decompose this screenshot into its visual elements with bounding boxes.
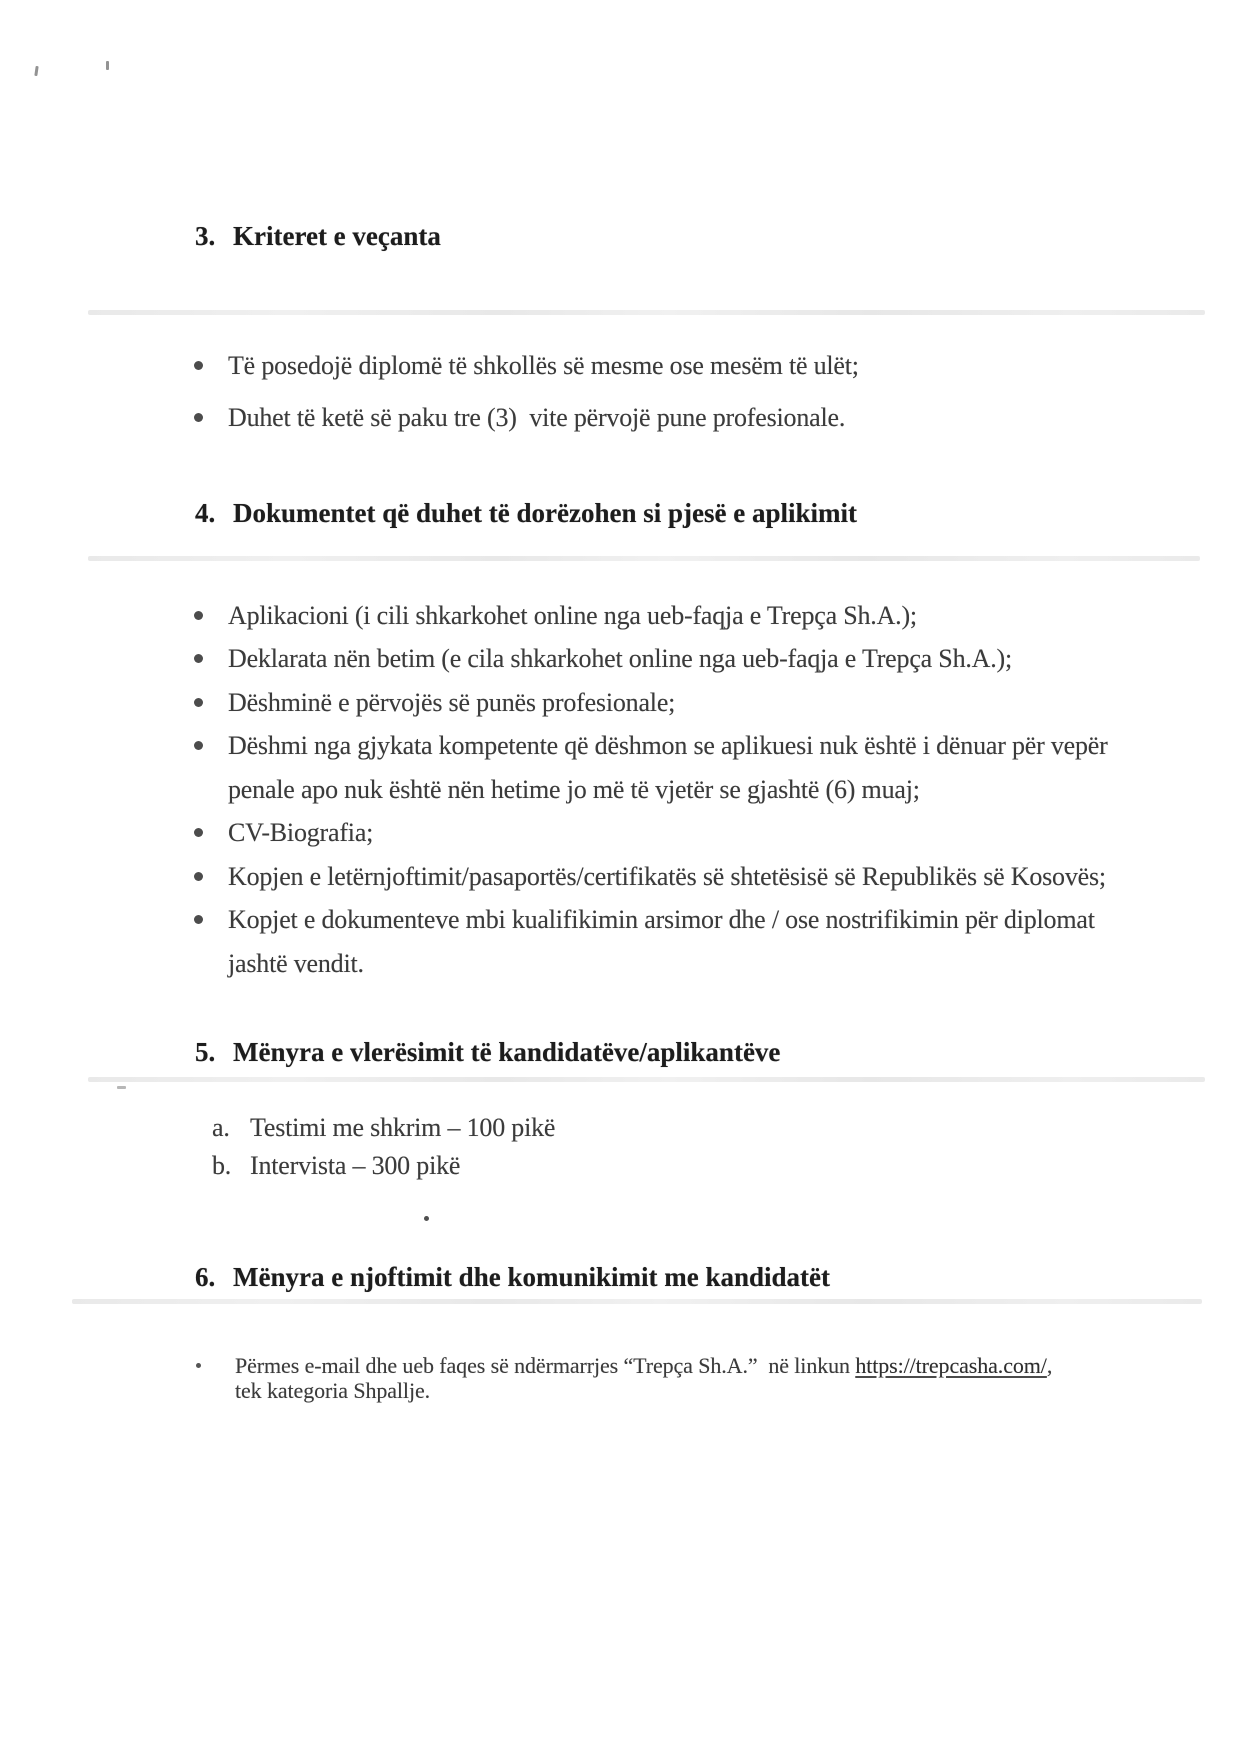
section-divider: [88, 1077, 1205, 1082]
bullet-text: Aplikacioni (i cili shkarkohet online nga ueb-faqja e Trepça Sh.A.);: [228, 601, 917, 630]
bullet-text: Dëshmi nga gjykata kompetente që dëshmon se aplikuesi nuk është i dënuar për vepër: [228, 731, 1108, 760]
bullet-text-after-link: ,: [1046, 1353, 1053, 1378]
heading-number: 5.: [195, 1037, 216, 1067]
bullet-text: Të posedojë diplomë të shkollës së mesme ose mesëm të ulët;: [228, 351, 859, 380]
item-label: b.: [212, 1151, 232, 1180]
bullet-text-continuation: penale apo nuk është nën hetime jo më të vjetër se gjashtë (6) muaj;: [228, 775, 920, 804]
heading-number: 4.: [195, 498, 216, 528]
bullet-item: [194, 861, 1106, 892]
scan-artifact: [117, 1086, 126, 1089]
lettered-item: [212, 1112, 555, 1143]
bullet-item: [194, 643, 1012, 674]
bullet-dot-icon: [194, 915, 203, 924]
bullet-item: [194, 600, 917, 631]
bullet-dot-icon: [196, 1363, 201, 1368]
trepca-website-link[interactable]: https://trepcasha.com/: [855, 1353, 1047, 1378]
section-3-heading: [195, 220, 441, 252]
bullet-text: CV-Biografia;: [228, 818, 374, 847]
bullet-item: [194, 817, 373, 848]
heading-title: Dokumentet që duhet të dorëzohen si pjesë e aplikimit: [233, 498, 857, 528]
heading-title: Mënyra e vlerësimit të kandidatëve/aplikantëve: [233, 1037, 781, 1067]
section-divider: [72, 1299, 1202, 1304]
bullet-item: [194, 904, 1095, 935]
lettered-item: [212, 1150, 460, 1181]
bullet-item: [194, 687, 675, 718]
heading-number: 6.: [195, 1262, 216, 1292]
bullet-text-continuation: jashtë vendit.: [228, 949, 364, 978]
section-6-heading: [195, 1261, 830, 1293]
section-5-heading: [195, 1036, 780, 1068]
scan-artifact: [106, 61, 109, 70]
bullet-dot-icon: [194, 611, 203, 620]
scan-artifact: [34, 66, 38, 76]
section-divider: [88, 556, 1200, 561]
bullet-text: Dëshminë e përvojës së punës profesionale;: [228, 688, 676, 717]
item-text: Intervista – 300 pikë: [250, 1151, 461, 1180]
bullet-item: [194, 730, 1108, 761]
bullet-item: [194, 402, 845, 433]
bullet-dot-icon: [194, 361, 203, 370]
bullet-text: [235, 1353, 1052, 1378]
bullet-dot-icon: [194, 654, 203, 663]
heading-title: Kriteret e veçanta: [233, 221, 441, 251]
stray-dot-artifact: [424, 1216, 429, 1221]
bullet-dot-icon: [194, 741, 203, 750]
bullet-text-before-link: Përmes e-mail dhe ueb faqes së ndërmarrjes “Trepça Sh.A.” në linkun: [235, 1353, 856, 1378]
item-label: a.: [212, 1113, 230, 1142]
item-text: Testimi me shkrim – 100 pikë: [250, 1113, 556, 1142]
bullet-dot-icon: [194, 828, 203, 837]
bullet-text: Duhet të ketë së paku tre (3) vite përvojë pune profesionale.: [228, 403, 846, 432]
bullet-text: Kopjet e dokumenteve mbi kualifikimin arsimor dhe / ose nostrifikimin për diplomat: [228, 905, 1095, 934]
bullet-dot-icon: [194, 872, 203, 881]
section-4-heading: [195, 497, 857, 529]
bullet-dot-icon: [194, 413, 203, 422]
bullet-item: [194, 350, 859, 381]
heading-number: 3.: [195, 221, 216, 251]
bullet-dot-icon: [194, 698, 203, 707]
bullet-text: Kopjen e letërnjoftimit/pasaportës/certifikatës së shtetësisë së Republikës së Kosovës;: [228, 862, 1106, 891]
bullet-text-continuation: tek kategoria Shpallje.: [235, 1378, 431, 1403]
bullet-text: Deklarata nën betim (e cila shkarkohet online nga ueb-faqja e Trepça Sh.A.);: [228, 644, 1013, 673]
bullet-item: [196, 1353, 1052, 1378]
heading-title: Mënyra e njoftimit dhe komunikimit me kandidatët: [233, 1262, 830, 1292]
section-divider: [88, 310, 1205, 315]
